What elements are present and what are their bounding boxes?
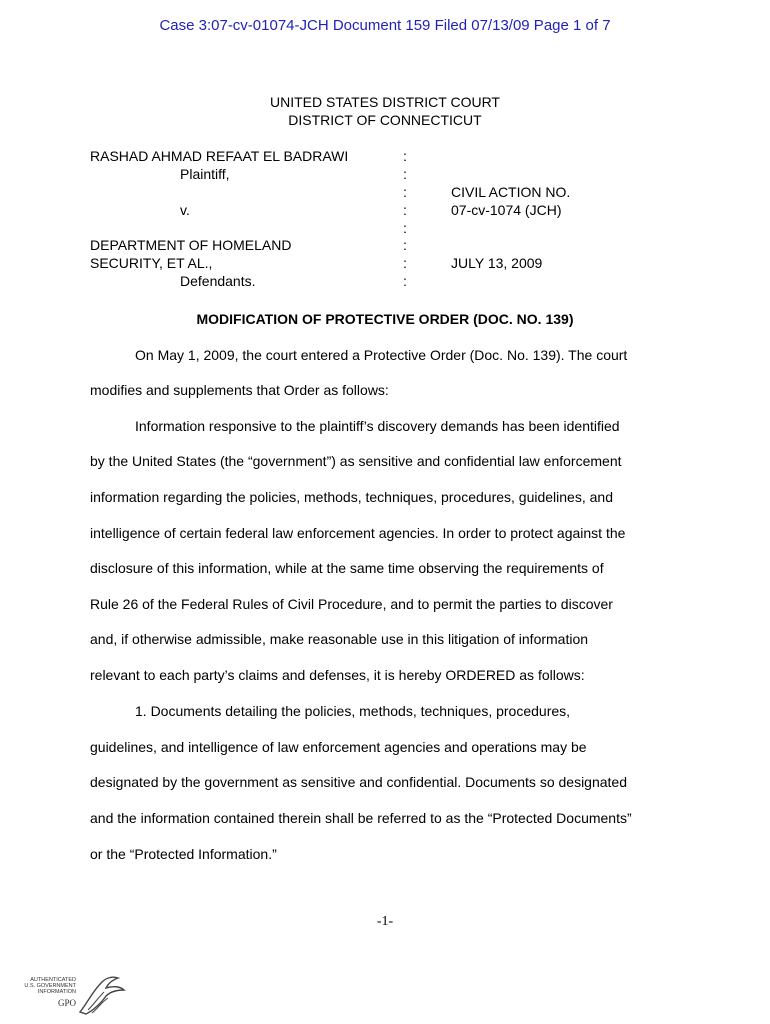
court-district: DISTRICT OF CONNECTICUT [288,112,482,128]
body-line: and the information contained therein shall be referred to as the “Protected Documents” [90,810,632,826]
caption-colon: : [403,166,407,182]
caption-colon: : [403,273,407,289]
body-line: intelligence of certain federal law enforcement agencies. In order to protect against the [90,525,626,541]
seal-text: AUTHENTICATED [30,977,76,983]
body-line: 1. Documents detailing the policies, methods, techniques, procedures, [135,703,571,719]
document-title: MODIFICATION OF PROTECTIVE ORDER (DOC. NO. 139) [196,311,574,327]
gpo-authentication-seal [24,972,130,1017]
seal-text: U.S. GOVERNMENT [24,983,76,989]
defendant-line-1: DEPARTMENT OF HOMELAND [90,237,292,253]
plaintiff-name: RASHAD AHMAD REFAAT EL BADRAWI [90,148,349,164]
caption-colon: : [403,202,407,218]
plaintiff-role: Plaintiff, [180,166,230,182]
caption-colon: : [403,237,407,253]
body-line: designated by the government as sensitive and confidential. Documents so designated [90,774,628,790]
body-line: by the United States (the “government”) as sensitive and confidential law enforcement [90,453,622,469]
body-line: or the “Protected Information.” [90,846,277,862]
caption-colon: : [403,184,407,200]
court-name: UNITED STATES DISTRICT COURT [270,94,500,110]
body-line: information regarding the policies, methods, techniques, procedures, guidelines, and [90,489,613,505]
seal-text: INFORMATION [37,989,76,995]
defendant-role: Defendants. [180,273,256,289]
page-number: -1- [376,914,394,929]
body-line: Information responsive to the plaintiff’s discovery demands has been identified [135,418,620,434]
body-line: relevant to each party’s claims and defenses, it is hereby ORDERED as follows: [90,667,585,683]
versus-text: v. [180,202,190,218]
body-line: and, if otherwise admissible, make reasonable use in this litigation of information [90,631,589,647]
body-line: On May 1, 2009, the court entered a Protective Order (Doc. No. 139). The court [135,347,628,363]
case-number: 07-cv-1074 (JCH) [451,202,562,218]
caption-colon: : [403,220,407,236]
civil-action-label: CIVIL ACTION NO. [451,184,571,200]
defendant-line-2: SECURITY, ET AL., [90,255,213,271]
body-line: modifies and supplements that Order as follows: [90,382,389,398]
seal-text: GPO [57,998,76,1008]
caption-colon: : [403,148,407,164]
eagle-icon [80,977,124,1014]
body-line: guidelines, and intelligence of law enforcement agencies and operations may be [90,739,587,755]
order-date: JULY 13, 2009 [451,255,543,271]
case-header: Case 3:07-cv-01074-JCH Document 159 Filed 07/13/09 Page 1 of 7 [159,17,611,34]
body-line: Rule 26 of the Federal Rules of Civil Procedure, and to permit the parties to discover [90,596,613,612]
body-line: disclosure of this information, while at the same time observing the requirements of [90,560,604,576]
caption-colon: : [403,255,407,271]
